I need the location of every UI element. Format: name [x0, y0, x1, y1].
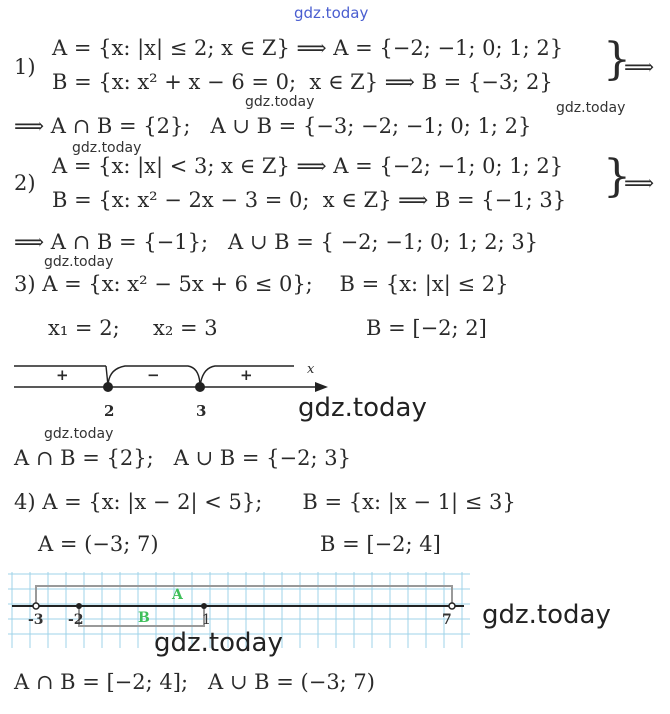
p2-number: 2) — [14, 171, 36, 195]
p3-sign-plus-right: + — [240, 366, 253, 384]
watermark: gdz.today — [44, 254, 114, 270]
p4-label-b: B — [138, 610, 150, 626]
p2-right-brace: } — [603, 151, 631, 202]
p1-set-a: A = {x: |x| ≤ 2; x ∈ Z} ⟹ A = {−2; −1; 0; 1; 2} — [52, 36, 564, 60]
p1-number: 1) — [14, 55, 36, 79]
p3-result: A ∩ B = {2}; A ∪ B = {−2; 3} — [14, 446, 351, 470]
p2-implies-arrow: ⟹ — [624, 171, 655, 195]
p1-set-b: B = {x: x² + x − 6 = 0; x ∈ Z} ⟹ B = {−3; 2} — [52, 70, 553, 94]
p1-result: ⟹ A ∩ B = {2}; A ∪ B = {−3; −2; −1; 0; 1; 2} — [14, 114, 532, 138]
p4-tick-minus3: -3 — [28, 612, 44, 628]
p2-set-a: A = {x: |x| < 3; x ∈ Z} ⟹ A = {−2; −1; 0; 1; 2} — [52, 154, 564, 178]
watermark-top: gdz.today — [294, 4, 369, 22]
watermark: gdz.today — [44, 426, 114, 442]
p1-right-brace: } — [603, 34, 631, 85]
p1-implies-arrow: ⟹ — [624, 55, 655, 79]
p4-result: A ∩ B = [−2; 4]; A ∪ B = (−3; 7) — [14, 670, 375, 694]
p4-tick-minus2: -2 — [68, 612, 84, 628]
p4-tick-7: 7 — [442, 612, 452, 628]
p4-tick-1: 1 — [202, 612, 211, 628]
watermark-large: gdz.today — [482, 600, 611, 630]
p2-set-b: B = {x: x² − 2x − 3 = 0; x ∈ Z} ⟹ B = {−1; 3} — [52, 188, 567, 212]
p4-label-a: A — [172, 587, 183, 603]
p4-statement: 4) A = {x: |x − 2| < 5}; B = {x: |x − 1| ≤ 3} — [14, 490, 516, 514]
p4-a-interval: A = (−3; 7) — [38, 532, 159, 556]
p3-axis-variable: x — [307, 362, 315, 377]
watermark: gdz.today — [556, 100, 626, 116]
watermark-large: gdz.today — [298, 393, 427, 423]
watermark-large: gdz.today — [154, 628, 283, 658]
p3-tick-3: 3 — [196, 402, 207, 420]
p4-b-interval: B = [−2; 4] — [320, 532, 441, 556]
p3-b-interval: B = [−2; 2] — [366, 316, 487, 340]
watermark: gdz.today — [72, 140, 142, 156]
p3-tick-2: 2 — [104, 402, 115, 420]
p2-result: ⟹ A ∩ B = {−1}; A ∪ B = { −2; −1; 0; 1; 2; 3} — [14, 230, 539, 254]
p3-sign-minus: − — [147, 366, 160, 384]
p3-roots: x₁ = 2; x₂ = 3 — [48, 316, 218, 340]
p3-statement: 3) A = {x: x² − 5x + 6 ≤ 0}; B = {x: |x| ≤ 2} — [14, 272, 509, 296]
watermark: gdz.today — [245, 94, 315, 110]
p3-sign-plus-left: + — [56, 366, 69, 384]
